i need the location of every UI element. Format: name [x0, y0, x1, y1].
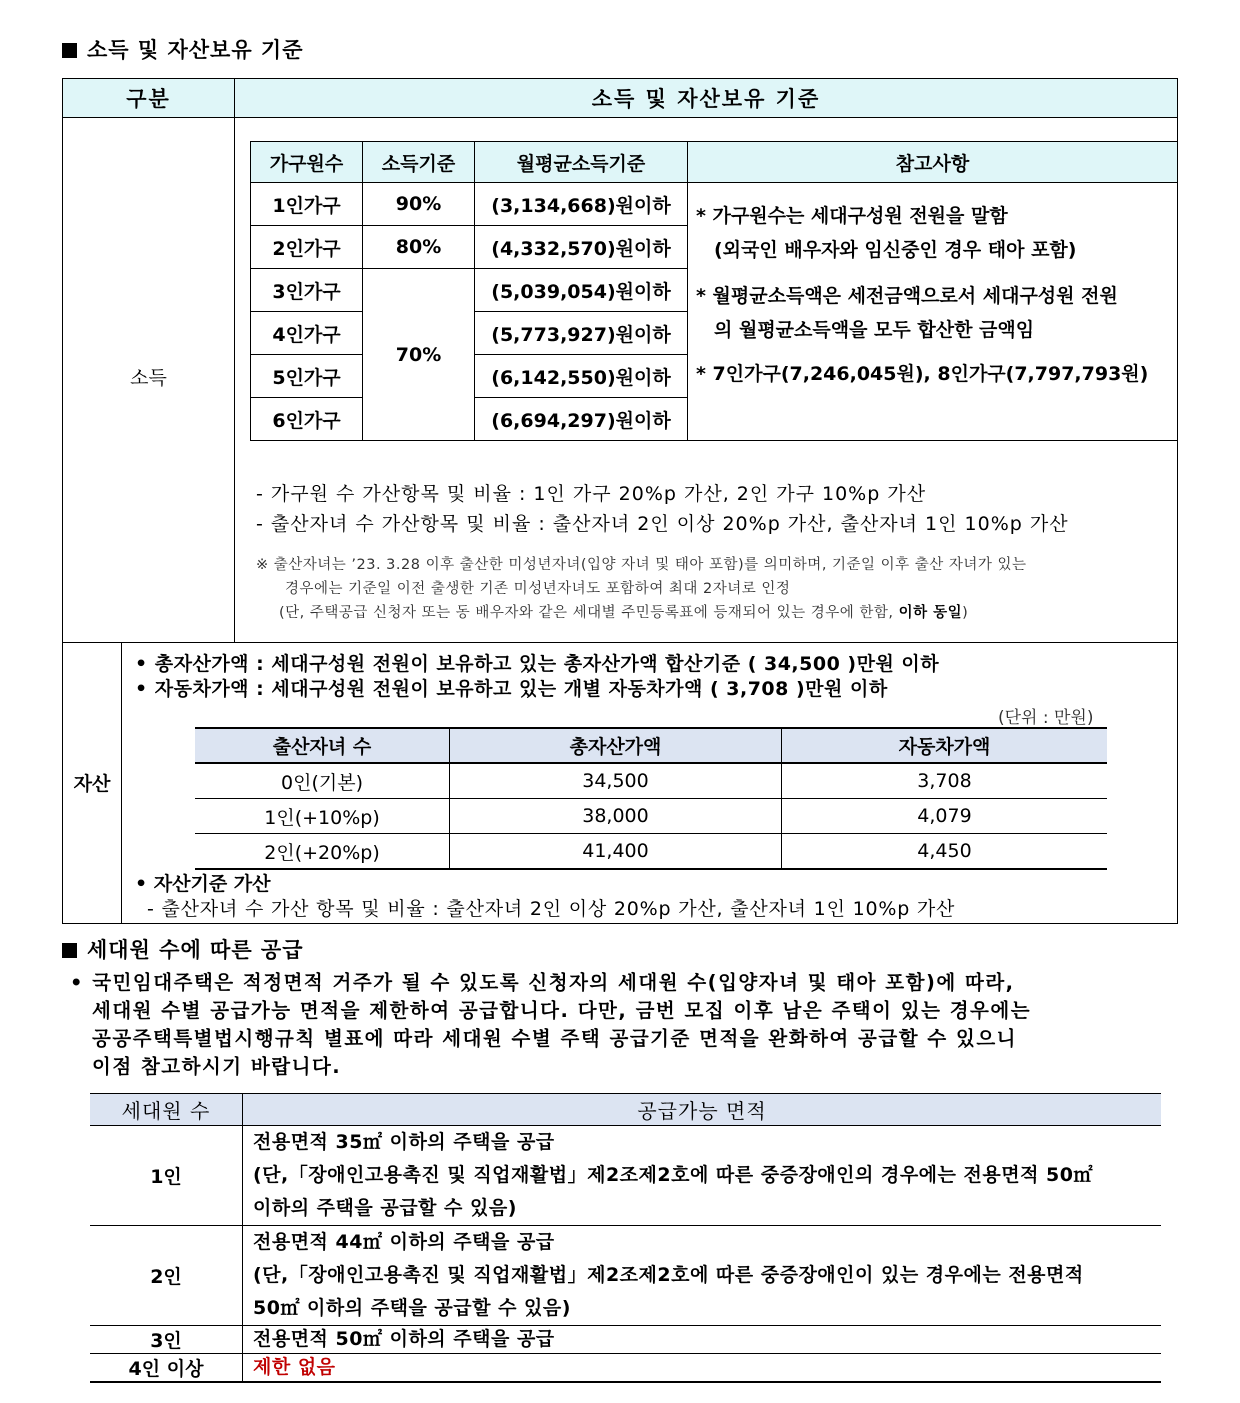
ratio-cell: 70% — [363, 269, 475, 441]
ratio-cell: 80% — [363, 226, 475, 269]
unit-label: (단위 : 만원) — [998, 708, 1094, 728]
footnote-line-1: ※ 출산자녀는 ’23. 3.28 이후 출산한 미성년자녀(입양 자녀 및 태아 포함)를 의미하며, 기준일 이후 출산 자녀가 있는 — [256, 557, 1027, 573]
col-household: 가구원수 — [251, 142, 363, 183]
note-3: * 7인가구(7,246,045원), 8인가구(7,797,793원) — [696, 363, 1149, 385]
col-notes: 참고사항 — [688, 142, 1178, 183]
note-1: * 가구원수는 세대구성원 전원을 말함 — [696, 205, 1008, 227]
col-car-asset: 자동차가액 — [782, 728, 1108, 763]
income-criteria-table — [250, 141, 1178, 441]
note-2b: 의 월평균소득액을 모두 합산한 금액임 — [714, 319, 1035, 341]
table-row: 0인(기본) 34,500 3,708 — [195, 763, 1107, 799]
asset-addition-rule: - 출산자녀 수 가산 항목 및 비율 : 출산자녀 2인 이상 20%p 가산, 출산자녀 1인 10%p 가산 — [147, 898, 956, 920]
amount-cell: (3,134,668)원이하 — [475, 183, 688, 226]
amount-cell: (5,039,054)원이하 — [475, 269, 688, 312]
table-row: 1인(+10%p) 38,000 4,079 — [195, 799, 1107, 834]
square-bullet-icon — [62, 943, 77, 958]
section-title-income-asset: 소득 및 자산보유 기준 — [62, 34, 304, 64]
household-cell: 2인가구 — [251, 226, 363, 269]
notes-cell — [688, 183, 1178, 441]
table-row: 2인(+20%p) 41,400 4,450 — [195, 834, 1107, 870]
divider — [63, 642, 1177, 643]
household-cell: 4인가구 — [251, 312, 363, 355]
footnote-line-2: 경우에는 기준일 이전 출생한 기존 미성년자녀도 포함하여 최대 2자녀로 인정 — [285, 581, 791, 597]
asset-addition-title: • 자산기준 가산 — [135, 873, 271, 895]
footnote-line-3: (단, 주택공급 신청자 또는 동 배우자와 같은 세대별 주민등록표에 등재되어 있는 경우에 한함, 이하 동일) — [279, 605, 969, 621]
asset-label: 자산 — [73, 773, 111, 795]
supply-paragraph-line-3: 공공주택특별법시행규칙 별표에 따라 세대원 수별 주택 공급기준 면적을 완화하여 공급할 수 있으니 — [92, 1027, 1017, 1050]
col-ratio: 소득기준 — [363, 142, 475, 183]
col-total-asset: 총자산가액 — [450, 728, 782, 763]
amount-cell: (6,142,550)원이하 — [475, 355, 688, 398]
amount-cell: (5,773,927)원이하 — [475, 312, 688, 355]
income-label: 소득 — [130, 367, 167, 389]
col-monthly: 월평균소득기준 — [475, 142, 688, 183]
header-criteria: 소득 및 자산보유 기준 — [235, 79, 1177, 118]
header-category: 구분 — [63, 79, 234, 118]
col-household-size: 세대원 수 — [90, 1094, 243, 1126]
amount-cell: (6,694,297)원이하 — [475, 398, 688, 441]
household-cell: 3인가구 — [251, 269, 363, 312]
table-row: 4인 이상 제한 없음 — [90, 1354, 1161, 1383]
supply-paragraph-line-4: 이점 참고하시기 바랍니다. — [92, 1055, 342, 1078]
income-asset-table — [62, 78, 1178, 924]
divider — [121, 642, 122, 924]
amount-cell: (4,332,570)원이하 — [475, 226, 688, 269]
household-cell: 5인가구 — [251, 355, 363, 398]
total-asset-rule: • 총자산가액 : 세대구성원 전원이 보유하고 있는 총자산가액 합산기준 ( 34,500 )만원 이하 — [135, 653, 940, 675]
col-supply-area: 공급가능 면적 — [243, 1094, 1162, 1126]
household-cell: 1인가구 — [251, 183, 363, 226]
asset-table — [195, 727, 1107, 870]
divider — [234, 79, 235, 642]
section-title-supply: 세대원 수에 따른 공급 — [62, 934, 304, 964]
supply-area-table — [90, 1093, 1161, 1383]
table-row: 2인 전용면적 44㎡ 이하의 주택을 공급 (단,「장애인고용촉진 및 직업재활법」제2조제2호에 따른 중증장애인이 있는 경우에는 전용면적 50㎡ 이하의 주택을 공급할 수 있음) — [90, 1226, 1161, 1326]
ratio-cell: 90% — [363, 183, 475, 226]
supply-paragraph-line-2: 세대원 수별 공급가능 면적을 제한하여 공급합니다. 다만, 금번 모집 이후 남은 주택이 있는 경우에는 — [92, 999, 1032, 1022]
table-row: 1인 전용면적 35㎡ 이하의 주택을 공급 (단,「장애인고용촉진 및 직업재활법」제2조제2호에 따른 중증장애인의 경우에는 전용면적 50㎡ 이하의 주택을 공급할 수 있음) — [90, 1126, 1161, 1226]
col-children: 출산자녀 수 — [195, 728, 450, 763]
table-row: 3인 전용면적 50㎡ 이하의 주택을 공급 — [90, 1326, 1161, 1354]
car-asset-rule: • 자동차가액 : 세대구성원 전원이 보유하고 있는 개별 자동차가액 ( 3,708 )만원 이하 — [135, 678, 888, 700]
table-row — [251, 183, 1178, 226]
square-bullet-icon — [62, 43, 77, 58]
no-limit-text: 제한 없음 — [243, 1354, 1162, 1383]
children-addition-rule: - 출산자녀 수 가산항목 및 비율 : 출산자녀 2인 이상 20%p 가산, 출산자녀 1인 10%p 가산 — [256, 513, 1069, 535]
note-1b: (외국인 배우자와 임신중인 경우 태아 포함) — [714, 239, 1077, 261]
note-2: * 월평균소득액은 세전금액으로서 세대구성원 전원 — [696, 285, 1118, 307]
household-cell: 6인가구 — [251, 398, 363, 441]
supply-paragraph-line-1: • 국민임대주택은 적정면적 거주가 될 수 있도록 신청자의 세대원 수(입양자녀 및 태아 포함)에 따라, — [70, 971, 1015, 994]
household-addition-rule: - 가구원 수 가산항목 및 비율 : 1인 가구 20%p 가산, 2인 가구 10%p 가산 — [256, 483, 927, 505]
